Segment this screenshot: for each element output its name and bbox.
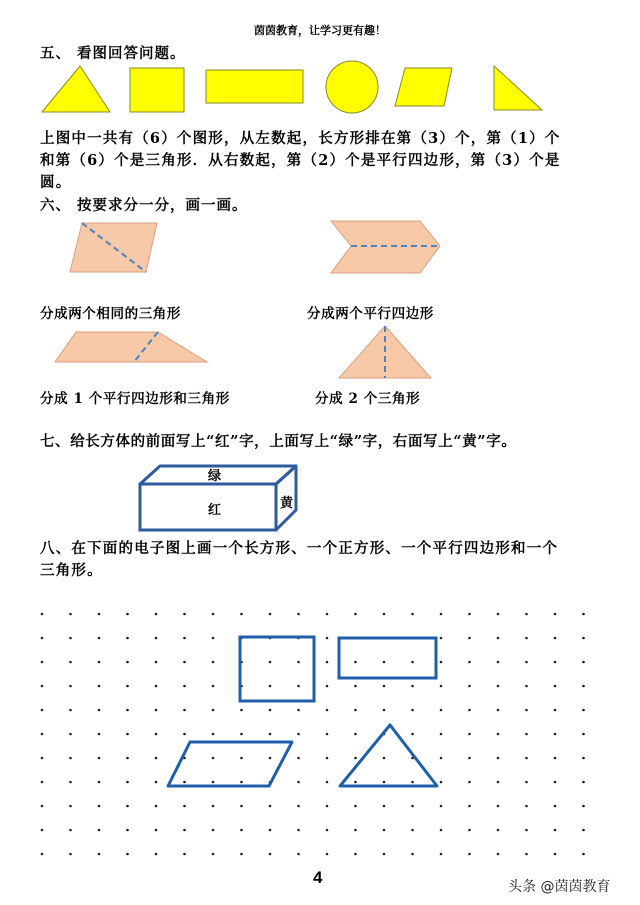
grid-dot [269, 805, 272, 808]
grid-dot [269, 733, 272, 736]
grid-dot [383, 685, 386, 688]
grid-dot [354, 805, 357, 808]
grid-dot [41, 805, 44, 808]
grid-dot [69, 613, 72, 616]
grid-dot [297, 853, 300, 856]
grid-dot [126, 829, 129, 832]
grid-dot [297, 661, 300, 664]
grid-dot [41, 781, 44, 784]
grid-dot [354, 853, 357, 856]
grid-dot [525, 661, 528, 664]
grid-dot [240, 613, 243, 616]
grid-dot [212, 805, 215, 808]
grid-dot [155, 637, 158, 640]
grid-dot [497, 637, 500, 640]
grid-dot [525, 781, 528, 784]
grid-dot [41, 661, 44, 664]
grid-dot [269, 757, 272, 760]
grid-dot [383, 829, 386, 832]
grid-dot [440, 781, 443, 784]
grid-dot [326, 805, 329, 808]
grid-dot [326, 661, 329, 664]
grid-dot [183, 613, 186, 616]
grid-dot [126, 661, 129, 664]
grid-dot [525, 685, 528, 688]
grid-dot [383, 853, 386, 856]
grid-dot [582, 661, 585, 664]
grid-dot [468, 685, 471, 688]
grid-dot [326, 757, 329, 760]
grid-dot [468, 709, 471, 712]
grid-dot [212, 709, 215, 712]
grid-dot [98, 829, 101, 832]
grid-dot [440, 853, 443, 856]
paragraph-line: 和第（6）个是三角形．从右数起，第（2）个是平行四边形，第（3）个是 [40, 152, 561, 169]
grid-dot [582, 757, 585, 760]
grid-dot [98, 685, 101, 688]
caption-parallelogram-and-triangle: 分成 1 个平行四边形和三角形 [40, 391, 230, 407]
grid-dot [297, 733, 300, 736]
grid-dot [468, 613, 471, 616]
grid-dot [69, 685, 72, 688]
grid-dot [183, 853, 186, 856]
grid-dot [297, 829, 300, 832]
grid-dot [411, 805, 414, 808]
grid-dot [468, 805, 471, 808]
grid-dot [126, 853, 129, 856]
grid-dot [240, 853, 243, 856]
grid-dot [126, 757, 129, 760]
page-header: 茵茵教育，让学习更有趣！ [254, 24, 386, 37]
grid-dot [126, 733, 129, 736]
grid-dot [183, 709, 186, 712]
grid-dot [98, 733, 101, 736]
grid-dot [240, 805, 243, 808]
grid-dot [411, 685, 414, 688]
grid-dot [155, 757, 158, 760]
grid-dot [326, 709, 329, 712]
grid-dot [411, 709, 414, 712]
grid-dot [468, 853, 471, 856]
grid-dot [525, 709, 528, 712]
grid-dot [497, 613, 500, 616]
grid-dot [525, 637, 528, 640]
grid-dot [440, 757, 443, 760]
grid-dot [582, 637, 585, 640]
grid-dot [269, 709, 272, 712]
page-number: 4 [313, 868, 323, 887]
cuboid-right-label: 黄 [280, 496, 294, 511]
grid-dot [440, 829, 443, 832]
grid-dot [525, 853, 528, 856]
grid-dot [69, 661, 72, 664]
grid-dot [240, 757, 243, 760]
grid-dot [582, 829, 585, 832]
grid-dot [554, 661, 557, 664]
grid-dot [183, 637, 186, 640]
grid-dot [468, 829, 471, 832]
grid-dot [98, 637, 101, 640]
grid-dot [212, 613, 215, 616]
grid-dot [155, 685, 158, 688]
section8-title-line: 八、在下面的电子图上画一个长方形、一个正方形、一个平行四边形和一个 [40, 540, 559, 557]
grid-dot [411, 853, 414, 856]
grid-dot [183, 685, 186, 688]
grid-dot [126, 709, 129, 712]
grid-dot [98, 781, 101, 784]
grid-dot [411, 613, 414, 616]
grid-dot [554, 781, 557, 784]
grid-dot [354, 661, 357, 664]
grid-dot [155, 709, 158, 712]
grid-dot [554, 709, 557, 712]
grid-dot [326, 829, 329, 832]
grid-dot [525, 829, 528, 832]
grid-dot [440, 733, 443, 736]
grid-dot [554, 805, 557, 808]
grid-dot [126, 805, 129, 808]
grid-dot [212, 829, 215, 832]
grid-dot [98, 661, 101, 664]
grid-dot [497, 685, 500, 688]
grid-dot [240, 829, 243, 832]
grid-dot [582, 805, 585, 808]
watermark-text: 头条 @茵茵教育 [508, 879, 611, 895]
grid-dot [554, 613, 557, 616]
grid-dot [41, 853, 44, 856]
grid-dot [582, 853, 585, 856]
grid-dot [326, 613, 329, 616]
grid-dot [554, 685, 557, 688]
grid-dot [183, 733, 186, 736]
grid-dot [497, 757, 500, 760]
grid-dot [582, 613, 585, 616]
grid-dot [383, 757, 386, 760]
grid-dot [98, 613, 101, 616]
drawn-rectangle [339, 638, 436, 678]
grid-dot [525, 733, 528, 736]
grid-dot [69, 733, 72, 736]
paragraph-line: 圆。 [40, 174, 72, 191]
grid-dot [525, 613, 528, 616]
grid-dot [326, 853, 329, 856]
drawn-square [240, 637, 314, 701]
grid-dot [582, 709, 585, 712]
grid-dot [41, 733, 44, 736]
grid-dot [183, 781, 186, 784]
grid-dot [41, 685, 44, 688]
grid-dot [155, 853, 158, 856]
grid-dot [126, 781, 129, 784]
grid-dot [297, 805, 300, 808]
grid-dot [212, 757, 215, 760]
grid-dot [212, 661, 215, 664]
grid-dot [126, 637, 129, 640]
grid-dot [98, 805, 101, 808]
grid-dot [269, 853, 272, 856]
grid-dot [326, 781, 329, 784]
grid-dot [354, 613, 357, 616]
grid-dot [440, 637, 443, 640]
grid-dot [411, 829, 414, 832]
grid-dot [297, 757, 300, 760]
grid-dot [155, 613, 158, 616]
section5-title: 五、 看图回答问题。 [40, 45, 186, 62]
grid-dot [497, 829, 500, 832]
grid-dot [212, 781, 215, 784]
grid-dot [212, 637, 215, 640]
grid-dot [383, 805, 386, 808]
drawn-parallelogram [168, 742, 292, 786]
grid-dot [212, 853, 215, 856]
grid-dot [497, 709, 500, 712]
caption-two-parallelograms: 分成两个平行四边形 [307, 306, 434, 322]
grid-dot [69, 805, 72, 808]
grid-dot [98, 709, 101, 712]
grid-dot [582, 781, 585, 784]
grid-dot [554, 733, 557, 736]
grid-dot [41, 829, 44, 832]
section7-title: 七、给长方体的前面写上“红”字，上面写上“绿”字，右面写上“黄”字。 [40, 433, 517, 450]
section6-title: 六、 按要求分一分，画一画。 [40, 197, 248, 214]
caption-two-triangles: 分成 2 个三角形 [315, 391, 421, 407]
grid-dot [183, 805, 186, 808]
grid-dot [326, 637, 329, 640]
grid-dot [554, 637, 557, 640]
grid-dot [497, 805, 500, 808]
grid-dot [383, 781, 386, 784]
grid-dot [240, 781, 243, 784]
grid-dot [126, 685, 129, 688]
grid-dot [297, 781, 300, 784]
grid-dot [383, 613, 386, 616]
grid-dot [525, 805, 528, 808]
grid-dot [41, 709, 44, 712]
grid-dot [126, 613, 129, 616]
grid-dot [525, 757, 528, 760]
grid-dot [554, 829, 557, 832]
grid-dot [554, 853, 557, 856]
grid-dot [297, 613, 300, 616]
grid-dot [212, 685, 215, 688]
grid-dot [354, 829, 357, 832]
grid-dot [69, 781, 72, 784]
grid-dot [240, 709, 243, 712]
grid-dot [383, 661, 386, 664]
grid-dot [212, 733, 215, 736]
grid-dot [411, 781, 414, 784]
grid-dot [497, 733, 500, 736]
grid-dot [354, 781, 357, 784]
grid-dot [69, 757, 72, 760]
grid-dot [155, 661, 158, 664]
grid-dot [69, 637, 72, 640]
grid-dot [155, 805, 158, 808]
grid-dot [269, 829, 272, 832]
grid-dot [468, 637, 471, 640]
grid-dot [497, 661, 500, 664]
grid-dot [69, 709, 72, 712]
grid-dot [269, 661, 272, 664]
grid-dot [582, 733, 585, 736]
grid-dot [269, 613, 272, 616]
grid-dot [326, 733, 329, 736]
grid-dot [297, 709, 300, 712]
caption-two-same-triangles: 分成两个相同的三角形 [40, 306, 181, 322]
grid-dot [354, 685, 357, 688]
grid-dot [326, 685, 329, 688]
grid-dot [354, 709, 357, 712]
section8-title-line: 三角形。 [40, 562, 103, 579]
grid-dot [98, 757, 101, 760]
grid-dot [497, 781, 500, 784]
grid-dot [383, 709, 386, 712]
grid-dot [354, 733, 357, 736]
grid-dot [582, 685, 585, 688]
grid-dot [155, 781, 158, 784]
grid-dot [297, 685, 300, 688]
cuboid-front-label: 红 [208, 503, 222, 518]
grid-dot [468, 733, 471, 736]
grid-dot [183, 829, 186, 832]
grid-dot [41, 613, 44, 616]
paragraph-line: 上图中一共有（6）个图形，从左数起，长方形排在第（3）个，第（1）个 [40, 130, 561, 147]
grid-dot [155, 733, 158, 736]
grid-dot [468, 781, 471, 784]
grid-dot [269, 685, 272, 688]
grid-dot [554, 757, 557, 760]
grid-dot [41, 637, 44, 640]
grid-dot [69, 829, 72, 832]
grid-dot [240, 733, 243, 736]
grid-dot [69, 853, 72, 856]
grid-dot [440, 685, 443, 688]
grid-dot [440, 613, 443, 616]
grid-dot [497, 853, 500, 856]
grid-dot [440, 805, 443, 808]
grid-dot [468, 661, 471, 664]
grid-dot [440, 709, 443, 712]
grid-dot [411, 733, 414, 736]
grid-dot [98, 853, 101, 856]
cuboid-top-label: 绿 [208, 469, 222, 484]
grid-dot [411, 661, 414, 664]
grid-dot [155, 829, 158, 832]
grid-dot [354, 757, 357, 760]
grid-dot [440, 661, 443, 664]
grid-dot [41, 757, 44, 760]
grid-dot [468, 757, 471, 760]
grid-dot [183, 661, 186, 664]
